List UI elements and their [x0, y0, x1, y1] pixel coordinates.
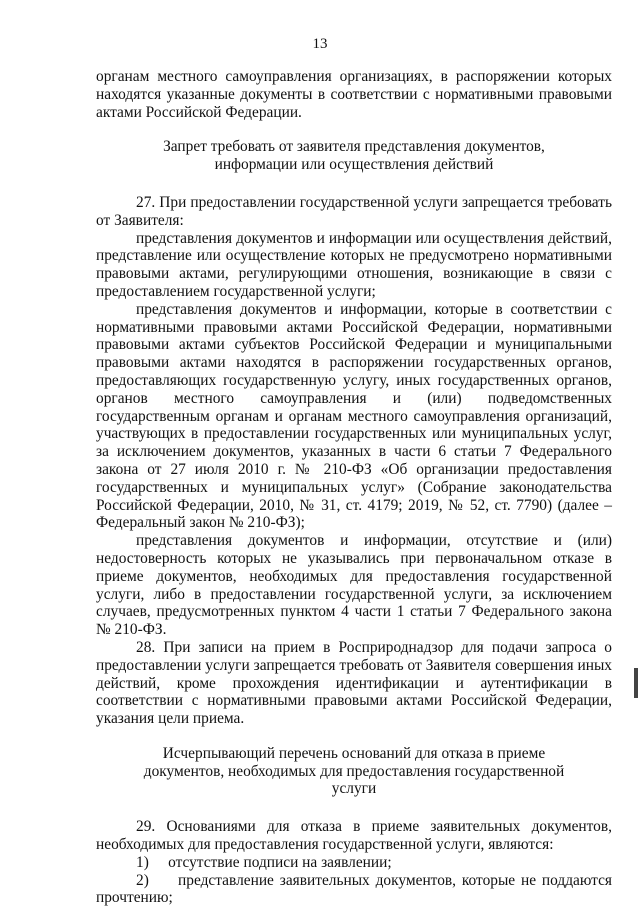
paragraph-28-text: При записи на прием в Росприроднадзор для подачи запроса о предоставлении услуги запрещается требовать от Заявителя совершения иных действий, кроме прохождения идентификации и аутентификации в соответствии с нормативными правовыми актами Российской Федерации, указания цели приема.: [96, 638, 612, 728]
paragraph-27-number: 27.: [136, 193, 156, 211]
paragraph-29: [96, 818, 612, 854]
document-body: [96, 68, 612, 907]
paragraph-27-text: При предоставлении государственной услуги запрещается требовать от Заявителя:: [96, 193, 612, 229]
list-item-2-text: представление заявительных документов, которые не поддаются прочтению;: [96, 871, 612, 907]
paragraph-27-c: представления документов и информации, отсутствие и (или) недостоверность которых не указывались при первоначальном отказе в приеме документов, необходимых для предоставления государственной услуги, либо в предоставлении государственной услуги, за исключением случаев, предусмотренных пунктом 4 части 1 статьи 7 Федерального закона № 210-ФЗ.: [96, 532, 612, 639]
list-item-1-marker: 1): [136, 853, 149, 871]
scan-edge-mark: [634, 668, 638, 698]
section-heading-refusal-grounds: Исчерпывающий перечень оснований для отказа в приеме документов, необходимых для предоставления государственной услуги: [143, 744, 565, 798]
paragraph-29-text: Основаниями для отказа в приеме заявительных документов, необходимых для предоставления государственной услуги, являются:: [96, 818, 612, 854]
paragraph-27-a: представления документов и информации или осуществления действий, представление или осуществление которых не предусмотрено нормативными правовыми актами, регулирующими отношения, возникающие в связи с предоставлением государственной услуги;: [96, 229, 612, 300]
list-item-1: [96, 854, 612, 872]
page-number: 13: [312, 36, 328, 52]
paragraph-27: [96, 194, 612, 230]
section-heading-prohibition: Запрет требовать от заявителя представления документов, информации или осуществления действий: [163, 138, 545, 174]
intro-paragraph: органам местного самоуправления организациях, в распоряжении которых находятся указанные документы в соответствии с нормативными правовыми актами Российской Федерации.: [96, 68, 612, 121]
paragraph-28-number: 28.: [136, 638, 156, 656]
list-item-2-marker: 2): [136, 871, 149, 889]
paragraph-28: [96, 639, 612, 728]
list-item-1-text: отсутствие подписи на заявлении;: [168, 853, 392, 871]
list-item-2: [96, 872, 612, 907]
paragraph-27-b: представления документов и информации, которые в соответствии с нормативными правовыми актами Российской Федерации, нормативными правовыми актами субъектов Российской Федерации и муниципальными правовыми актами находятся в распоряжении государственных органов, предоставляющих государственную услугу, иных государственных органов, органов местного самоуправления и (или) подведомственных государственным органам и органам местного самоуправления организаций, участвующих в предоставлении государственных или муниципальных услуг, за исключением документов, указанных в части 6 статьи 7 Федерального закона от 27 июля 2010 г. № 210-ФЗ «Об организации предоставления государственных и муниципальных услуг» (Собрание законодательства Российской Федерации, 2010, № 31, ст. 4179; 2019, № 52, ст. 7790) (далее – Федеральный закон № 210-ФЗ);: [96, 300, 612, 532]
paragraph-29-number: 29.: [136, 818, 156, 836]
